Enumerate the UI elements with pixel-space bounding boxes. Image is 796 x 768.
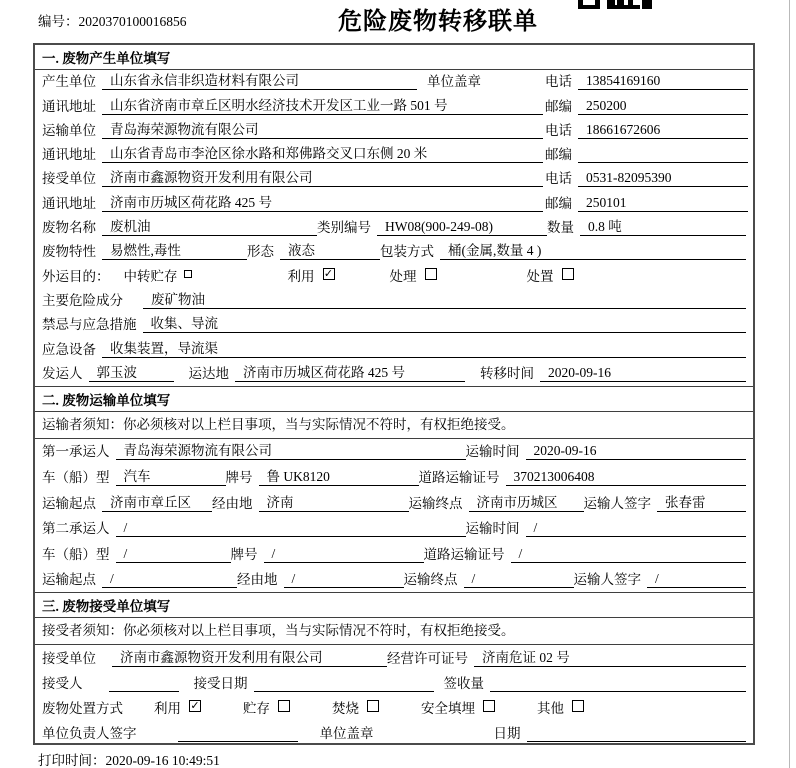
field-label: 牌号: [225, 470, 253, 486]
checkbox-option: [527, 265, 574, 285]
field-label: 通讯地址: [42, 195, 96, 211]
field-value: /: [116, 546, 231, 563]
field-value: 济南市章丘区: [102, 495, 212, 512]
field-label: 运输起点: [42, 495, 96, 511]
form-row: [35, 464, 753, 490]
field-label: 经营许可证号: [387, 650, 468, 666]
checkbox-option: [332, 697, 379, 717]
field-label: 类别编号: [317, 220, 371, 236]
field-value: 0531-82095390: [578, 170, 748, 187]
field-value: /: [647, 571, 746, 588]
checkbox-label: 安全填埋: [421, 700, 475, 716]
checkbox-icon: [483, 700, 495, 712]
form-row: [35, 119, 753, 143]
field-value: 济南市历城区: [469, 495, 584, 512]
form-section: [35, 45, 753, 386]
form-row: [35, 439, 753, 465]
field-label: 车（船）型: [42, 470, 110, 486]
doc-number-value: 2020370100016856: [78, 14, 187, 29]
field-label: 数量: [547, 220, 574, 236]
form-row: [35, 490, 753, 516]
checkbox-icon: [278, 700, 290, 712]
field-label: 电话: [545, 74, 572, 90]
field-label: 第一承运人: [42, 444, 110, 460]
checkbox-label: 其他: [537, 700, 564, 716]
notice-text: 接受者须知：你必须核对以上栏目事项，当与实际情况不符时，有权拒绝接受。: [42, 623, 515, 639]
checkbox-label: 利用: [287, 268, 315, 284]
checkbox-option: [537, 697, 584, 717]
field-text: 单位盖章: [427, 74, 481, 90]
field-label: 运输终点: [408, 495, 463, 511]
field-label: 邮编: [545, 147, 572, 163]
field-value: 易燃性,毒性: [102, 243, 247, 260]
field-value: 250101: [578, 195, 748, 212]
field-value: 18661672606: [578, 122, 748, 139]
field-value: 济南市鑫源物资开发利用有限公司: [112, 650, 387, 667]
field-value: /: [511, 546, 747, 563]
section-heading: 二. 废物运输单位填写: [35, 387, 753, 412]
field-label: 运输时间: [465, 444, 520, 460]
form-row: [35, 362, 753, 386]
form-row: [35, 70, 753, 94]
field-label: 运输起点: [42, 572, 96, 588]
field-label: 产生单位: [42, 74, 96, 90]
field-value: 收集、导流: [143, 316, 747, 333]
field-label: 接受单位: [42, 171, 96, 187]
checkbox-label: 中转贮存: [123, 268, 178, 284]
field-label: 通讯地址: [42, 147, 96, 163]
form-row: [35, 167, 753, 191]
section-heading: 一. 废物产生单位填写: [35, 45, 753, 70]
field-value: /: [102, 571, 237, 588]
field-label: 禁忌与应急措施: [42, 317, 137, 333]
print-time-value: 2020-09-16 10:49:51: [105, 753, 220, 768]
checkbox-option: [421, 697, 495, 717]
field-label: 电话: [545, 122, 572, 138]
field-label: 运输时间: [465, 521, 520, 537]
form-row: [35, 337, 753, 361]
field-label: 形态: [247, 244, 274, 260]
checkbox-option: [124, 265, 192, 285]
page-title: 危险废物转移联单: [338, 9, 538, 35]
checkbox-icon: [562, 268, 574, 280]
form-row: [35, 541, 753, 567]
form-row: [35, 696, 753, 721]
form-row: [35, 567, 753, 593]
manifest-form: [33, 43, 755, 745]
field-value: 山东省青岛市李沧区徐水路和郑佛路交叉口东侧 20 米: [102, 146, 543, 163]
checkbox-label: 贮存: [243, 700, 270, 716]
field-value: 郭玉波: [89, 365, 174, 382]
form-row: [35, 645, 753, 670]
field-value: /: [264, 546, 424, 563]
qr-code-icon: [578, 0, 654, 10]
checkbox-icon: [367, 700, 379, 712]
form-section: [35, 592, 753, 745]
print-time: [38, 749, 220, 768]
field-value: HW08(900-249-08): [377, 219, 547, 236]
form-row: [35, 143, 753, 167]
field-label: 邮编: [545, 195, 572, 211]
form-section: [35, 386, 753, 593]
field-label: 应急设备: [42, 341, 96, 357]
field-value: 370213006408: [506, 469, 747, 486]
field-text: 单位盖章: [319, 726, 374, 742]
field-label: 废物处置方式: [42, 700, 123, 716]
field-label: 外运目的：: [42, 268, 110, 284]
field-label: 运输人签字: [573, 572, 641, 588]
field-value: [578, 148, 748, 163]
field-value: 青岛海荣源物流有限公司: [102, 122, 543, 139]
field-label: 运输单位: [42, 122, 96, 138]
form-row: [35, 94, 753, 118]
print-time-label: 打印时间：: [38, 753, 106, 768]
field-value: 13854169160: [578, 73, 748, 90]
field-value: 济南市历城区荷花路 425 号: [102, 195, 543, 212]
field-label: 道路运输证号: [418, 470, 500, 486]
field-label: 邮编: [545, 98, 572, 114]
field-value: /: [284, 571, 404, 588]
field-label: 转移时间: [480, 365, 534, 381]
form-row: [35, 671, 753, 696]
section-heading: 三. 废物接受单位填写: [35, 593, 753, 618]
form-row: [35, 264, 753, 288]
checkbox-icon: [184, 270, 192, 278]
checkbox-label: 焚烧: [332, 700, 359, 716]
page-edge-line: [789, 0, 790, 768]
field-label: 发运人: [42, 365, 83, 381]
field-value: 鲁 UK8120: [259, 469, 419, 486]
field-value: 济南危证 02 号: [474, 650, 746, 667]
field-label: 牌号: [230, 546, 258, 562]
field-value: [254, 677, 434, 692]
field-label: 经由地: [237, 572, 278, 588]
field-label: 车（船）型: [42, 546, 110, 562]
field-value: 济南市鑫源物资开发利用有限公司: [102, 170, 543, 187]
field-label: 废物名称: [42, 220, 96, 236]
field-value: 济南市历城区荷花路 425 号: [235, 365, 465, 382]
checkbox-checked-icon: ✓: [323, 267, 334, 280]
field-label: 废物特性: [42, 244, 96, 260]
field-value: 废机油: [102, 219, 317, 236]
checkbox-icon: [572, 700, 584, 712]
notice-text: 运输者须知：你必须核对以上栏目事项，当与实际情况不符时，有权拒绝接受。: [42, 416, 515, 432]
checkbox-option: [390, 265, 437, 285]
field-label: 运输人签字: [583, 495, 651, 511]
field-value: 青岛海荣源物流有限公司: [116, 443, 466, 460]
field-label: 接受日期: [193, 675, 248, 691]
form-row: [35, 721, 753, 745]
field-value: 山东省永信非织造材料有限公司: [102, 73, 417, 90]
checkbox-icon: [425, 268, 437, 280]
field-value: 收集装置，导流渠: [102, 341, 746, 358]
field-label: 第二承运人: [42, 521, 110, 537]
field-value: 2020-09-16: [526, 443, 747, 460]
field-value: 2020-09-16: [540, 365, 746, 382]
field-value: 桶(金属,数量 4 ): [440, 243, 746, 260]
form-row: [35, 191, 753, 215]
field-value: 张春雷: [657, 495, 746, 512]
form-row: [35, 289, 753, 313]
field-label: 运输终点: [403, 572, 458, 588]
field-label: 主要危险成分: [42, 292, 123, 308]
form-row: [35, 313, 753, 337]
form-row: [35, 240, 753, 264]
field-label: 电话: [545, 171, 572, 187]
field-value: 0.8 吨: [580, 219, 746, 236]
field-label: 单位负责人签字: [42, 726, 137, 742]
field-value: 山东省济南市章丘区明水经济技术开发区工业一路 501 号: [102, 98, 543, 115]
field-label: 日期: [493, 726, 521, 742]
field-value: /: [116, 520, 466, 537]
field-label: 包装方式: [380, 244, 434, 260]
field-label: 通讯地址: [42, 98, 96, 114]
field-value: 济南: [259, 495, 409, 512]
field-label: 运达地: [188, 365, 229, 381]
field-value: 液态: [280, 243, 380, 260]
field-value: 废矿物油: [143, 292, 746, 309]
checkbox-option: [154, 697, 201, 717]
notice-row: [35, 412, 753, 439]
field-value: [109, 677, 179, 692]
checkbox-option: [288, 265, 335, 285]
notice-row: [35, 618, 753, 645]
field-value: [178, 727, 298, 742]
field-value: [527, 727, 747, 742]
field-value: /: [464, 571, 574, 588]
checkbox-checked-icon: ✓: [190, 699, 200, 712]
field-label: 接受单位: [42, 650, 96, 666]
doc-number-label: 编号：: [38, 14, 79, 29]
field-value: [490, 677, 746, 692]
field-label: 经由地: [212, 495, 253, 511]
checkbox-label: 处理: [389, 268, 417, 284]
field-value: 汽车: [116, 469, 226, 486]
checkbox-option: [243, 697, 290, 717]
form-row: [35, 516, 753, 542]
checkbox-label: 利用: [154, 700, 181, 716]
field-value: 250200: [578, 98, 748, 115]
form-row: [35, 216, 753, 240]
field-value: /: [526, 520, 747, 537]
checkbox-label: 处置: [526, 268, 554, 284]
field-label: 道路运输证号: [423, 546, 505, 562]
field-label: 接受人: [42, 675, 83, 691]
field-label: 签收量: [443, 675, 484, 691]
